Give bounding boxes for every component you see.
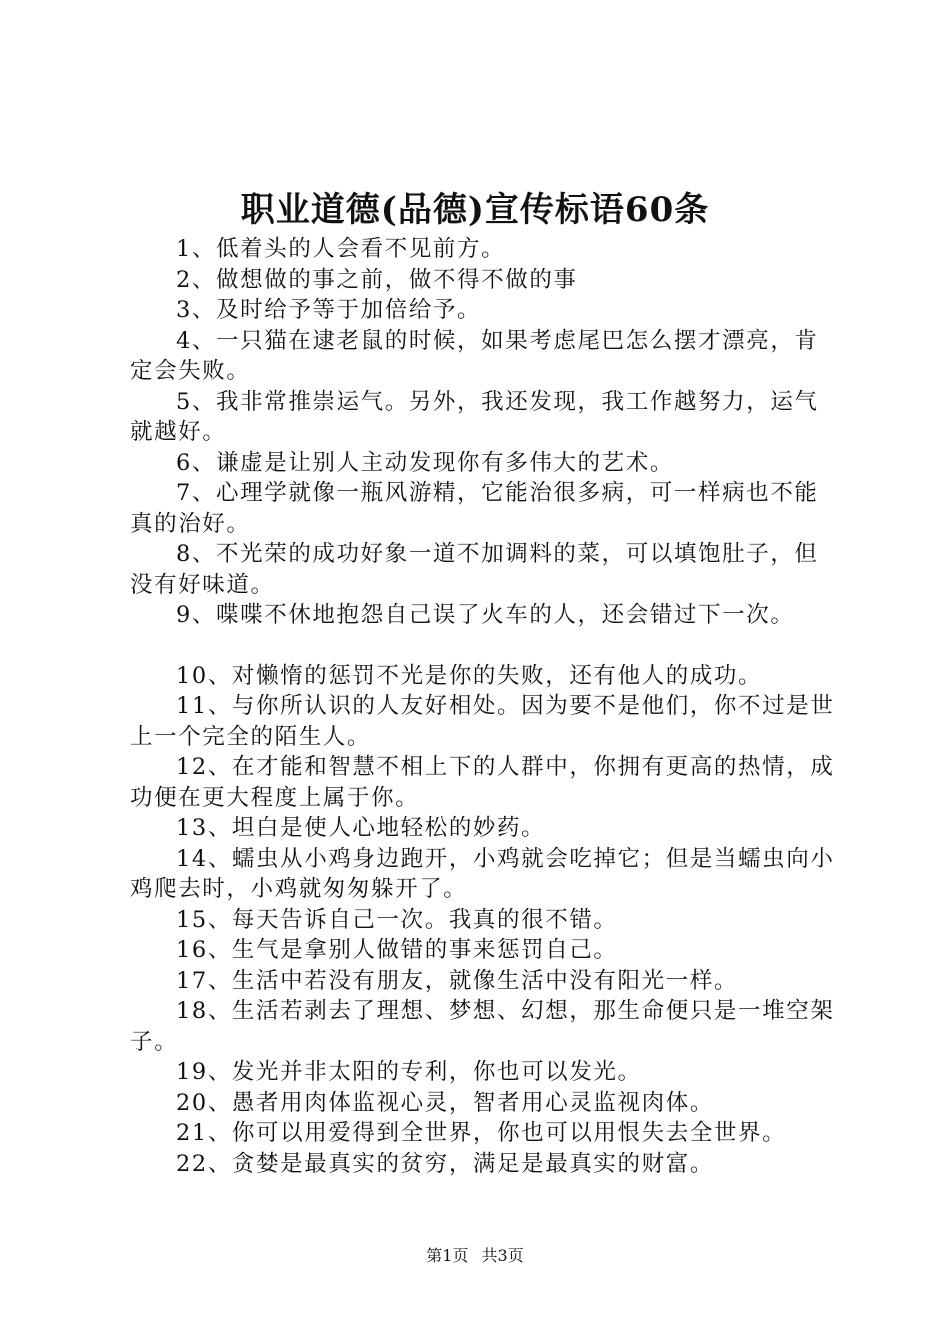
document-title: 职业道德(品德)宣传标语60条 <box>240 190 710 230</box>
slogan-item: 11、与你所认识的人友好相处。因为要不是他们，你不过是世上一个完全的陌生人。 <box>130 693 835 750</box>
slogan-item: 6、谦虚是让别人主动发现你有多伟大的艺术。 <box>176 449 674 476</box>
slogan-item: 18、生活若剥去了理想、梦想、幻想，那生命便只是一堆空架子。 <box>130 998 835 1055</box>
page-number: 第1页 <box>426 1246 469 1265</box>
slogan-item: 22、贪婪是最真实的贫穷，满足是最真实的财富。 <box>176 1150 714 1177</box>
slogan-item: 14、蠕虫从小鸡身边跑开，小鸡就会吃掉它；但是当蠕虫向小鸡爬去时，小鸡就匆匆躲开了。 <box>130 845 835 902</box>
page-total: 共3页 <box>481 1246 524 1265</box>
slogan-item: 4、一只猫在逮老鼠的时候，如果考虑尾巴怎么摆才漂亮，肯定会失败。 <box>130 327 819 384</box>
slogan-item: 16、生气是拿别人做错的事来惩罚自己。 <box>176 937 618 963</box>
slogan-item: 19、发光并非太阳的专利，你也可以发光。 <box>176 1059 642 1085</box>
slogan-item: 20、愚者用肉体监视心灵，智者用心灵监视肉体。 <box>176 1089 714 1116</box>
slogan-item: 1、低着头的人会看不见前方。 <box>176 236 506 262</box>
slogan-item: 15、每天告诉自己一次。我真的很不错。 <box>176 906 618 933</box>
slogan-item: 7、心理学就像一瓶风游精，它能治很多病，可一样病也不能真的治好。 <box>130 480 819 537</box>
slogan-item: 3、及时给予等于加倍给予。 <box>176 297 482 323</box>
slogan-item: 10、对懒惰的惩罚不光是你的失败，还有他人的成功。 <box>176 662 763 689</box>
slogan-item: 9、喋喋不休地抱怨自己误了火车的人，还会错过下一次。 <box>176 602 795 628</box>
slogan-item: 8、不光荣的成功好象一道不加调料的菜，可以填饱肚子，但没有好味道。 <box>130 541 819 598</box>
slogan-item: 13、坦白是使人心地轻松的妙药。 <box>176 815 546 841</box>
page-footer <box>0 1245 950 1267</box>
slogan-item: 2、做想做的事之前，做不得不做的事 <box>176 266 578 293</box>
slogan-item: 21、你可以用爱得到全世界，你也可以用恨失去全世界。 <box>176 1120 787 1146</box>
slogan-item: 5、我非常推崇运气。另外，我还发现，我工作越努力，运气就越好。 <box>130 388 819 445</box>
slogan-item: 12、在才能和智慧不相上下的人群中，你拥有更高的热情，成功便在更大程度上属于你。 <box>130 754 835 811</box>
document-body <box>130 234 835 1179</box>
slogan-item: 17、生活中若没有朋友，就像生活中没有阳光一样。 <box>176 967 739 994</box>
